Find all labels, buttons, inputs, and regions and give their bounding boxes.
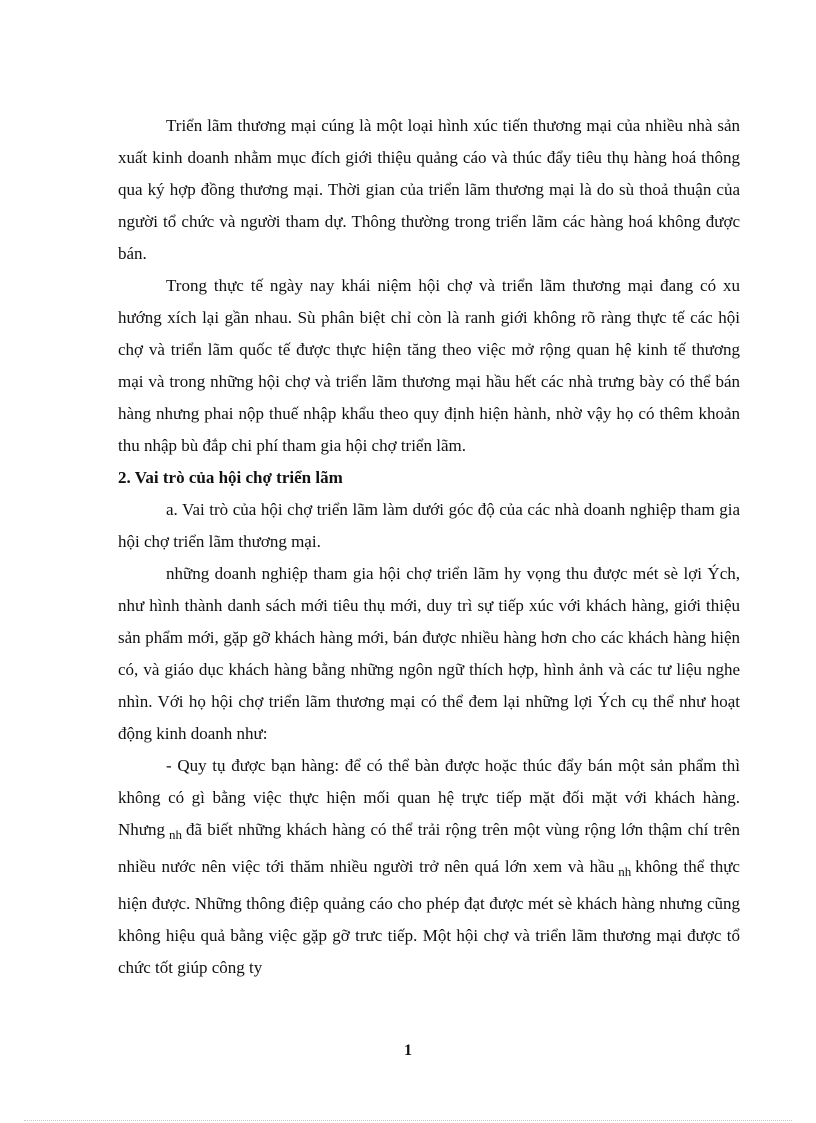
subsection-a: a. Vai trò của hội chợ triển lãm làm dưới góc độ của các nhà doanh nghiệp tham gia hội chợ triển lãm thương mại. xyxy=(118,500,740,551)
footer-divider xyxy=(24,1120,792,1121)
section-heading: 2. Vai trò của hội chợ triển lãm xyxy=(118,468,343,487)
paragraph-convergence: Trong thực tế ngày nay khái niệm hội chợ và triển lãm thương mại đang có xu hướng xích lại gần nhau. Sù phân biệt chỉ còn là ranh giới không rõ ràng thực tế các hội chợ và triển lãm quốc tế được thực hiện tăng theo việc mở rộng quan hệ kinh tế thương mại và trong những hội chợ và triển lãm thương mại hầu hết các nhà trưng bày có thể bán hàng nhưng phai nộp thuế nhập khẩu theo quy định hiện hành, nhờ vậy họ có thêm khoản thu nhập bù đắp chi phí tham gia hội chợ triển lãm. xyxy=(118,276,740,455)
subscript-nh-2: nh xyxy=(618,864,632,879)
paragraph-partners xyxy=(118,750,740,984)
partners-text-3: không thể thực hiện được. Những thông điệp quảng cáo cho phép đạt được mét sè khách hàng nhưng cũng không hiệu quả bằng việc gặp gỡ trưc tiếp. Một hội chợ và triển lãm thương mại được tổ chức tốt giúp công ty xyxy=(118,857,740,977)
page-number: 1 xyxy=(404,1042,412,1059)
document-body xyxy=(118,110,740,984)
paragraph-trade-exhibition: Triển lãm thương mại cúng là một loại hình xúc tiến thương mại của nhiều nhà sản xuất kinh doanh nhằm mục đích giới thiệu quảng cáo và thúc đẩy tiêu thụ hàng hoá thông qua ký hợp đồng thương mại. Thời gian của triển lãm thương mại là do sù thoả thuận của người tổ chức và người tham dự. Thông thường trong triển lãm các hàng hoá không được bán. xyxy=(118,116,740,263)
paragraph-business-benefits: những doanh nghiệp tham gia hội chợ triển lãm hy vọng thu được mét sè lợi Ých, như hình thành danh sách mới tiêu thụ mới, duy trì sự tiếp xúc với khách hàng, giới thiệu sản phẩm mới, gặp gỡ khách hàng mới, bán được nhiều hàng hơn cho các khách hàng hiện có, và giáo dục khách hàng bằng những ngôn ngữ thích hợp, hình ảnh và các tư liệu nghe nhìn. Với họ hội chợ triển lãm thương mại có thể đem lại những lợi Ých cụ thể như hoạt động kinh doanh như: xyxy=(118,564,740,743)
partners-text-2: đã biết những khách hàng có thể trải rộng trên một vùng rộng lớn thậm chí trên nhiều nước nên việc tới thăm nhiều người trở nên quá lớn xem và hầu xyxy=(118,820,740,876)
partners-text-1: - Quy tụ được bạn hàng: để có thể bàn được hoặc thúc đẩy bán một sản phẩm thì không có gì bằng việc thực hiện mối quan hệ trực tiếp mặt đối mặt với khách hàng. Nhưng xyxy=(118,756,740,839)
subscript-nh-1: nh xyxy=(169,827,182,842)
